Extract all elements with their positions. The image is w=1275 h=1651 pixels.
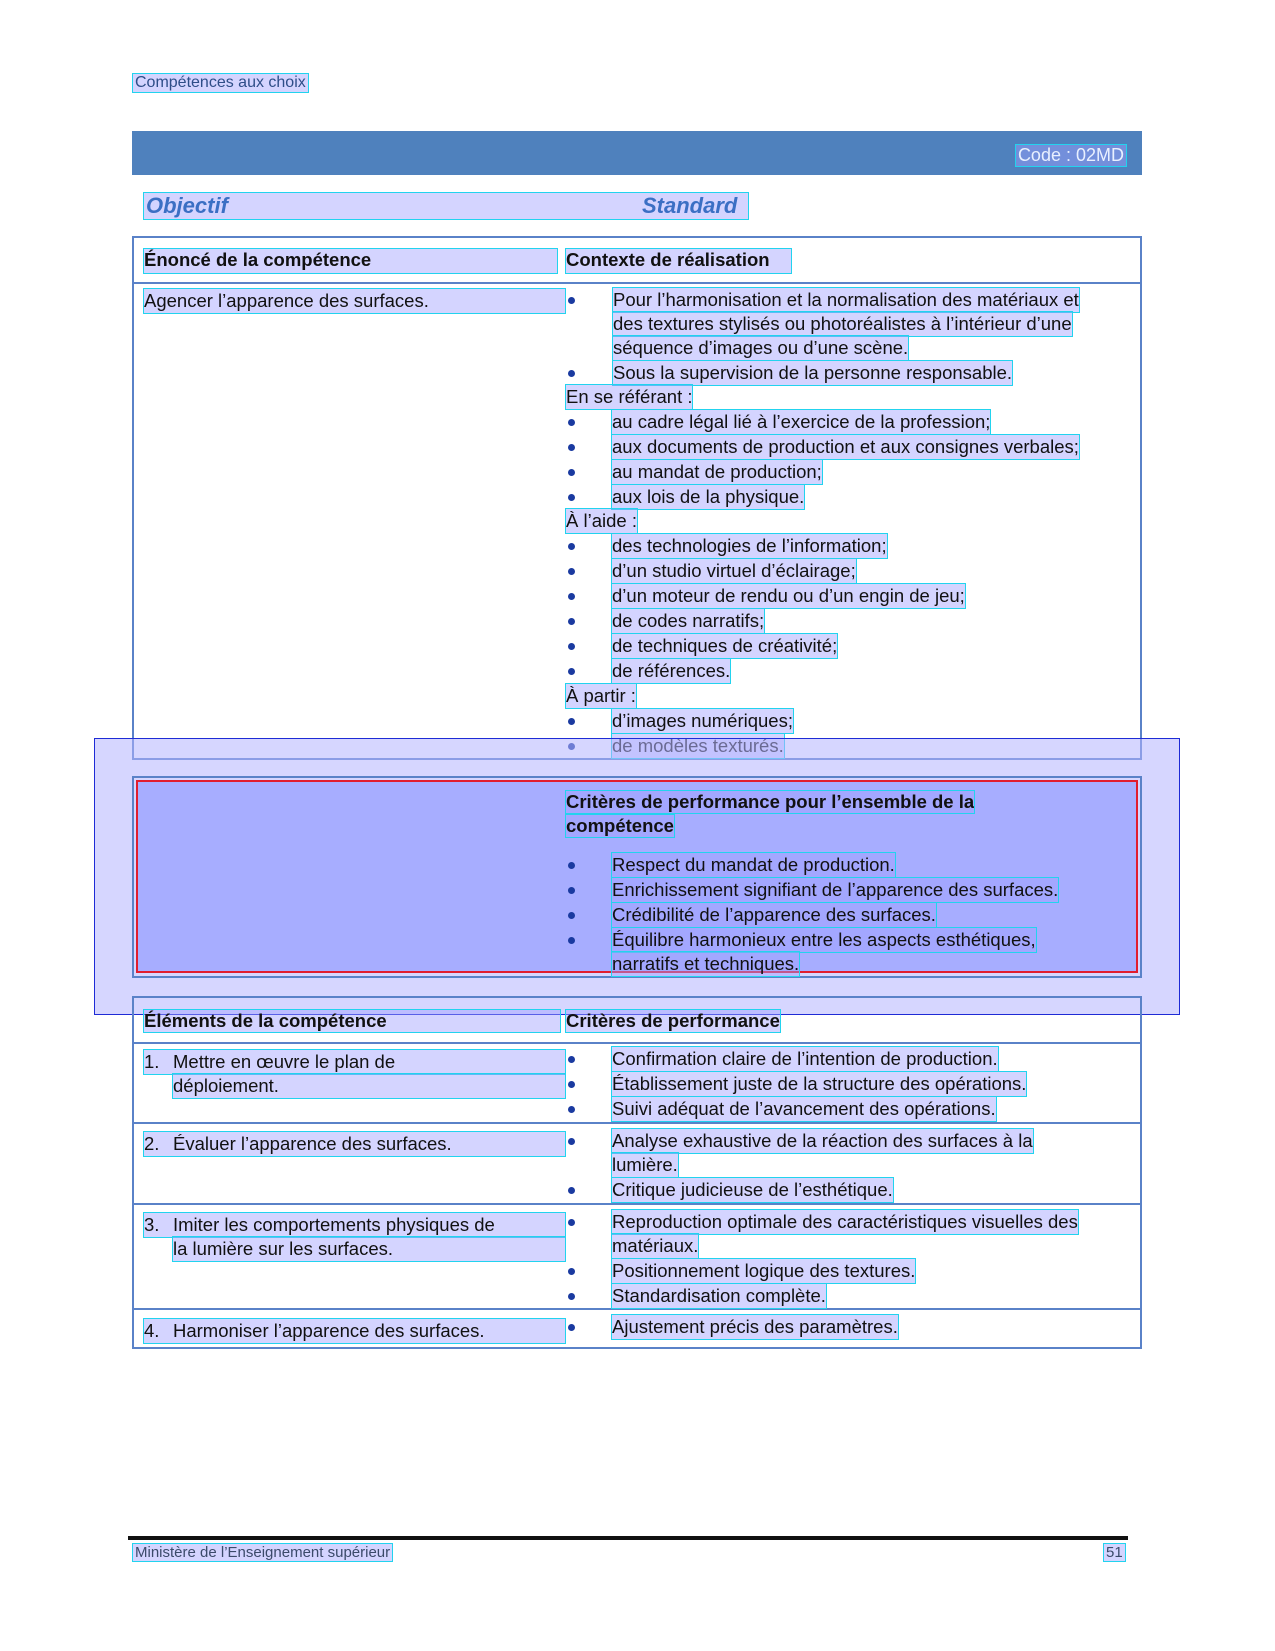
element-2 <box>144 1132 565 1156</box>
criterion-item: lumière. <box>612 1154 678 1175</box>
bullet-icon <box>568 643 575 650</box>
context-item: Pour l’harmonisation et la normalisation des matériaux et <box>613 289 1079 310</box>
table-divider <box>134 282 1140 284</box>
element-text: déploiement. <box>173 1074 565 1098</box>
objective-standard-row <box>144 193 748 219</box>
statement-header: Énoncé de la compétence <box>144 249 557 273</box>
overall-criterion: Crédibilité de l’apparence des surfaces. <box>612 904 936 925</box>
criterion-item: Reproduction optimale des caractéristiques visuelles des <box>612 1211 1078 1232</box>
overall-criterion: narratifs et techniques. <box>612 953 800 974</box>
table-divider <box>134 1308 1140 1310</box>
criterion-item: Ajustement précis des paramètres. <box>612 1316 898 1337</box>
competency-statement: Agencer l’apparence des surfaces. <box>144 289 565 313</box>
bullet-icon <box>568 444 575 451</box>
code-bar <box>132 131 1142 175</box>
bullet-icon <box>568 937 575 944</box>
standard-heading: Standard <box>642 193 738 218</box>
criterion-item: matériaux. <box>612 1235 699 1256</box>
element-1 <box>144 1050 565 1074</box>
overall-criterion: Respect du mandat de production. <box>612 854 895 875</box>
bullet-icon <box>568 1293 575 1300</box>
context-item: de codes narratifs; <box>612 610 765 631</box>
bullet-icon <box>568 1268 575 1275</box>
bullet-icon <box>568 1219 575 1226</box>
element-text: Imiter les comportements physiques de <box>173 1214 495 1235</box>
element-number: 3. <box>144 1214 160 1235</box>
criteria-header: Critères de performance <box>566 1010 780 1031</box>
bullet-icon <box>568 912 575 919</box>
element-number: 4. <box>144 1320 160 1341</box>
element-text: Évaluer l’apparence des surfaces. <box>173 1133 452 1154</box>
bullet-icon <box>568 1106 575 1113</box>
table-divider <box>134 1203 1140 1205</box>
context-item: aux documents de production et aux consignes verbales; <box>612 436 1079 457</box>
context-item: séquence d’images ou d’une scène. <box>613 337 909 358</box>
bullet-icon <box>568 718 575 725</box>
context-item: des textures stylisés ou photoréalistes à l’intérieur d’une <box>613 313 1072 334</box>
footer-rule <box>128 1536 1128 1540</box>
bullet-icon <box>568 469 575 476</box>
overall-criteria-header: Critères de performance pour l’ensemble de la <box>566 791 975 812</box>
bullet-icon <box>568 568 575 575</box>
element-text: la lumière sur les surfaces. <box>173 1237 565 1261</box>
element-number: 1. <box>144 1051 160 1072</box>
bullet-icon <box>568 1187 575 1194</box>
bullet-icon <box>568 494 575 501</box>
element-4 <box>144 1319 565 1343</box>
element-number: 2. <box>144 1133 160 1154</box>
context-header: Contexte de réalisation <box>566 249 791 273</box>
overall-criterion: Enrichissement signifiant de l’apparence des surfaces. <box>612 879 1059 900</box>
context-subheading: En se référant : <box>566 386 693 407</box>
overall-criterion: Équilibre harmonieux entre les aspects esthétiques, <box>612 929 1036 950</box>
context-item: au cadre légal lié à l’exercice de la profession; <box>612 411 991 432</box>
context-subheading: À partir : <box>566 685 636 706</box>
table-divider <box>134 1042 1140 1044</box>
context-item: Sous la supervision de la personne responsable. <box>613 362 1013 383</box>
elements-header: Éléments de la compétence <box>144 1010 560 1032</box>
bullet-icon <box>568 862 575 869</box>
criterion-item: Analyse exhaustive de la réaction des surfaces à la <box>612 1130 1033 1151</box>
context-item: des technologies de l’information; <box>612 535 887 556</box>
bullet-icon <box>568 1081 575 1088</box>
context-subheading: À l’aide : <box>566 510 637 531</box>
bullet-icon <box>568 618 575 625</box>
page-number: 51 <box>1106 1544 1123 1561</box>
bullet-icon <box>568 297 575 304</box>
criterion-item: Critique judicieuse de l’esthétique. <box>612 1179 893 1200</box>
section-label: Compétences aux choix <box>135 74 306 91</box>
competency-code: Code : 02MD <box>1017 145 1124 165</box>
overall-criteria-header: compétence <box>566 815 674 836</box>
context-item: d’un studio virtuel d’éclairage; <box>612 560 856 581</box>
bullet-icon <box>568 593 575 600</box>
bullet-icon <box>568 1056 575 1063</box>
objective-heading: Objectif <box>146 193 228 218</box>
bullet-icon <box>568 1138 575 1145</box>
bullet-icon <box>568 1324 575 1331</box>
element-text: Harmoniser l’apparence des surfaces. <box>173 1320 485 1341</box>
table-divider <box>134 1122 1140 1124</box>
criterion-item: Suivi adéquat de l’avancement des opérations. <box>612 1098 996 1119</box>
context-item: au mandat de production; <box>612 461 822 482</box>
criterion-item: Établissement juste de la structure des opérations. <box>612 1073 1027 1094</box>
context-item: de techniques de créativité; <box>612 635 838 656</box>
criterion-item: Positionnement logique des textures. <box>612 1260 916 1281</box>
bullet-icon <box>568 543 575 550</box>
context-item: d’images numériques; <box>612 710 793 731</box>
footer-ministry: Ministère de l’Enseignement supérieur <box>135 1544 391 1561</box>
element-3 <box>144 1213 565 1237</box>
context-item: aux lois de la physique. <box>612 486 805 507</box>
criterion-item: Confirmation claire de l’intention de production. <box>612 1048 998 1069</box>
bullet-icon <box>568 370 575 377</box>
context-item: d’un moteur de rendu ou d’un engin de jeu; <box>612 585 965 606</box>
criterion-item: Standardisation complète. <box>612 1285 826 1306</box>
bullet-icon <box>568 419 575 426</box>
element-text: Mettre en œuvre le plan de <box>173 1051 396 1072</box>
bullet-icon <box>568 668 575 675</box>
context-item: de références. <box>612 660 731 681</box>
bullet-icon <box>568 887 575 894</box>
